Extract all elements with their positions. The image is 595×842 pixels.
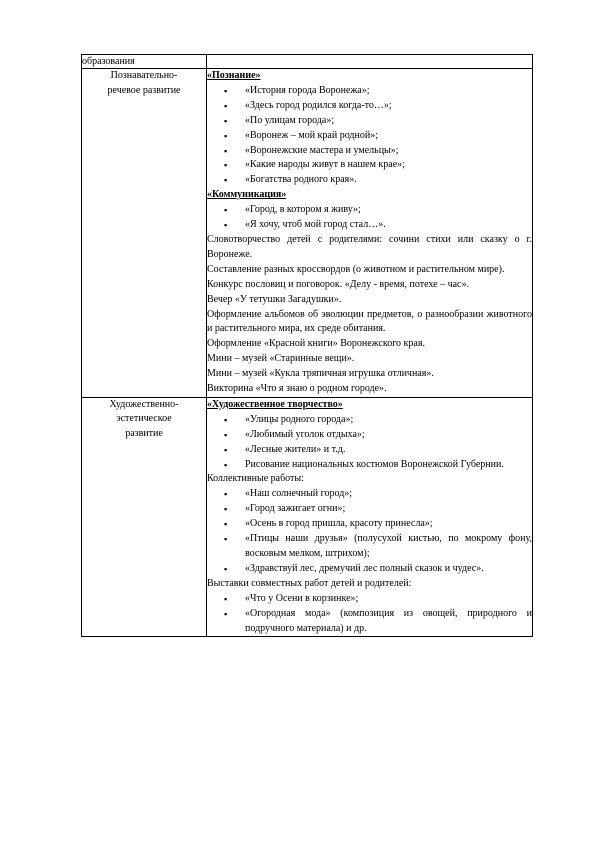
paragraph: Мини – музей «Кукла тряпичная игрушка отличная». [207, 368, 434, 380]
paragraph: Вечер «У тетушки Загадушки». [207, 293, 342, 305]
document-table [81, 54, 533, 637]
paragraph: Оформление «Красной книги» Воронежского края. [207, 338, 425, 350]
area-label-cell [82, 397, 207, 637]
list-item: ▪ «Наш солнечный город»; [207, 487, 532, 502]
area-label-line: эстетическое [116, 413, 172, 425]
area-label-line: развитие [125, 427, 163, 439]
activities-cell [207, 397, 533, 637]
header-left-cell [82, 55, 207, 69]
exhibitions-title: Выставки совместных работ детей и родителей: [207, 577, 412, 589]
paragraph: Составление разных кроссвордов (о животном и растительном мире). [207, 263, 505, 275]
list-item: ▪ «Любимый уголок отдыха»; [207, 428, 532, 443]
paragraph: Словотворчество детей с родителями: сочини стихи или сказку о г. Воронеже. [207, 233, 532, 260]
area-label-line: Познавательно- [110, 70, 178, 81]
area-label-line: Художественно- [109, 398, 179, 410]
list-item: ▪ «Я хочу, чтоб мой город стал…». [207, 218, 532, 233]
list-item: ▪ «Воронежские мастера и умельцы»; [207, 144, 532, 159]
list-item: ▪ «Птицы наши друзья» (полусухой кистью, по мокрому фону, восковым мелком, штрихом); [207, 532, 532, 562]
list-item: ▪ «Осень в город пришла, красоту принесла»; [207, 517, 532, 532]
activity-list [207, 487, 532, 576]
table-row [82, 69, 533, 398]
list-item: ▪ «Город зажигает огни»; [207, 502, 532, 517]
header-right-cell [207, 55, 533, 69]
activity-list [207, 413, 532, 473]
list-item: ▪ «История города Воронежа»; [207, 84, 532, 99]
table-header-row [82, 55, 533, 69]
activity-list [207, 592, 532, 637]
list-item: ▪ «Какие народы живут в нашем крае»; [207, 158, 532, 173]
paragraph: Мини – музей «Старинные вещи». [207, 353, 355, 365]
list-item: ▪ «Огородная мода» (композиция из овощей, природного и подручного материала) и др. [207, 607, 532, 637]
paragraph: Оформление альбомов об эволюции предметов, о разнообразии животного и растительного мира, их среде обитания. [207, 308, 532, 335]
list-item: ▪ «По улицам города»; [207, 114, 532, 129]
area-label-cell [82, 69, 207, 398]
activity-list [207, 84, 532, 188]
list-item: ▪ «Богатства родного края». [207, 173, 532, 188]
section-title: «Художественное творчество» [207, 398, 343, 410]
section-title: «Коммуникация» [207, 189, 287, 201]
table-row [82, 397, 533, 637]
list-item: ▪ «Лесные жители» и т.д. [207, 443, 532, 458]
header-label: образования [82, 56, 135, 67]
activities-cell [207, 69, 533, 398]
collective-works-title: Коллективные работы: [207, 473, 304, 485]
paragraph: Конкурс пословиц и поговорок. «Делу - время, потехе – час». [207, 278, 469, 290]
list-item: ▪ «Город, в котором я живу»; [207, 203, 532, 218]
activity-list [207, 203, 532, 233]
list-item: ▪ «Здравствуй лес, дремучий лес полный сказок и чудес». [207, 562, 532, 577]
list-item: ▪ «Здесь город родился когда-то…»; [207, 99, 532, 114]
area-label-line: речевое развитие [107, 84, 181, 96]
paragraph: Викторина «Что я знаю о родном городе». [207, 383, 387, 395]
list-item: ▪ «Что у Осени в корзинке»; [207, 592, 532, 607]
list-item: ▪ Рисование национальных костюмов Воронежской Губернии. [207, 458, 532, 473]
list-item: ▪ «Улицы родного города»; [207, 413, 532, 428]
section-title: «Познание» [207, 70, 261, 81]
list-item: ▪ «Воронеж – мой край родной»; [207, 129, 532, 144]
